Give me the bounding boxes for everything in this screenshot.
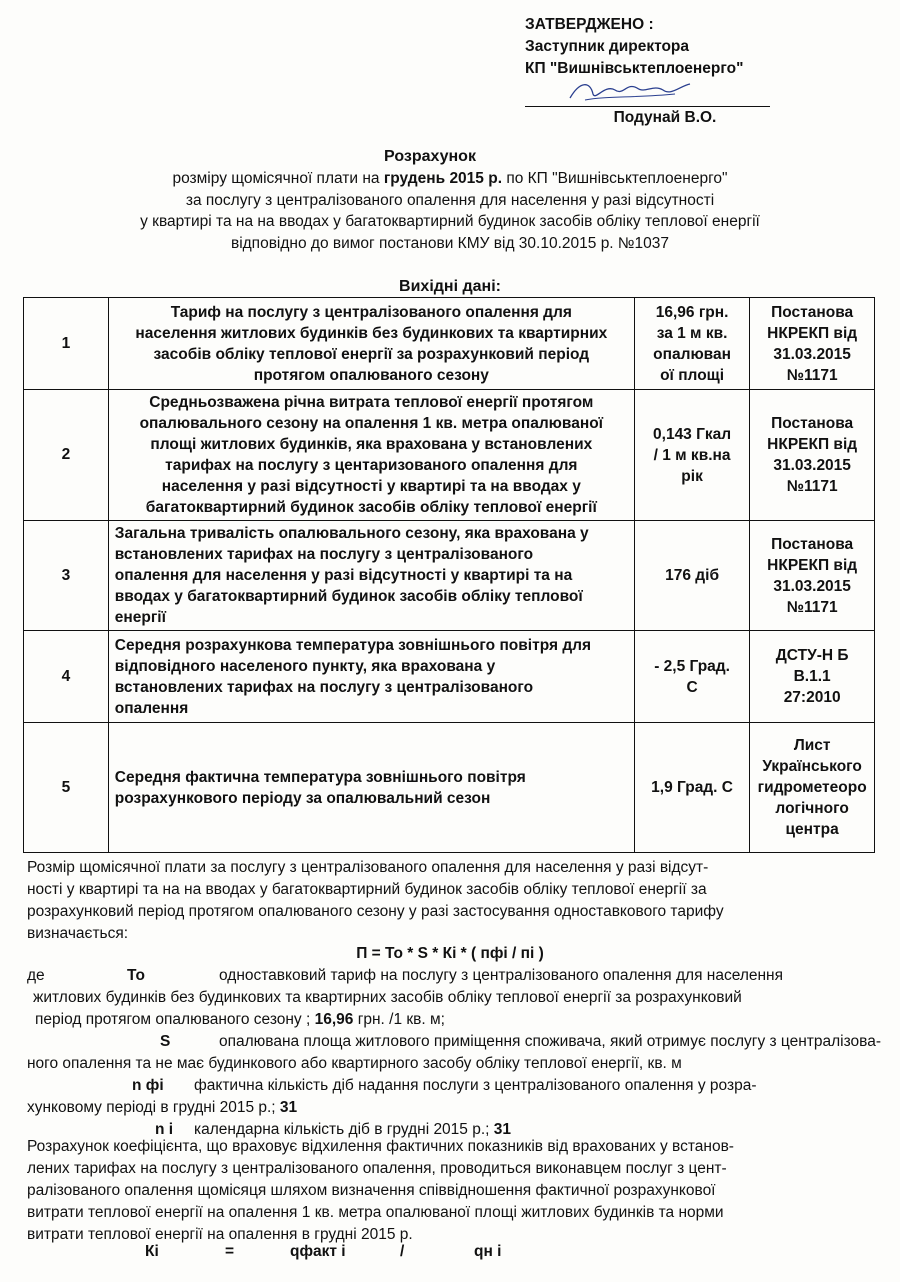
table-row	[24, 390, 875, 521]
inputs-heading: Вихідні дані:	[399, 278, 501, 295]
row-source	[750, 298, 875, 390]
row-source-line: 31.03.2015	[773, 345, 851, 363]
definition-text: житлових будинків без будинкових та квартирних засобів обліку теплової енергії за розрахунковий	[33, 989, 742, 1006]
row-number: 5	[24, 723, 109, 853]
symbol-ni: n і	[155, 1121, 174, 1138]
coef-divide: /	[400, 1243, 405, 1260]
row-source-line: НКРЕКП від	[767, 324, 858, 342]
row-description-line: Загальна тривалість опалювального сезону, яка врахована у	[114, 525, 589, 542]
paragraph-line: розрахунковий період протягом опалюваного сезону у разі застосування одноставкового тарифу	[27, 903, 724, 920]
coef-denominator: qн і	[474, 1243, 502, 1260]
row-description	[108, 298, 634, 390]
row-description-line: засобів обліку теплової енергії за розрахунковий період	[153, 345, 590, 363]
row-number: 2	[24, 390, 109, 521]
row-value-line: / 1 м кв.на	[653, 446, 731, 464]
days-value: 31	[279, 1099, 298, 1116]
row-description	[108, 390, 634, 521]
days-value: 31	[493, 1121, 512, 1138]
row-source	[750, 631, 875, 723]
definition-text: фактична кількість діб надання послуги з централізованого опалення у розра-	[194, 1077, 757, 1094]
tariff-value: 16,96	[314, 1011, 354, 1028]
row-value-line: за 1 м кв.	[656, 324, 728, 342]
row-source-line: центра	[785, 821, 839, 838]
definition-s	[27, 1031, 882, 1053]
paragraph-line: Розмір щомісячної плати за послугу з централізованого опалення для населення у разі відсут-	[27, 859, 709, 876]
payment-formula: П = То * S * Кі * ( пфі / пі )	[356, 945, 544, 962]
symbol-s: S	[160, 1033, 171, 1050]
row-value-line: 1,9 Град. С	[651, 779, 733, 796]
row-description-line: населення житлових будинків без будинкових та квартирних	[135, 324, 608, 342]
paragraph-line: ралізованого опалення щомісяця шляхом визначення співвідношення фактичної розрахункової	[27, 1182, 716, 1199]
row-source-line: Українського	[762, 758, 862, 775]
table-row	[24, 723, 875, 853]
row-description-line: Тариф на послугу з централізованого опалення для	[170, 303, 572, 321]
approval-position: Заступник директора	[525, 38, 690, 55]
row-description-line: опалювального сезону на опалення 1 кв. метра опалюваної	[139, 415, 604, 432]
row-description-line: розрахункового періоду за опалювальний сезон	[114, 789, 491, 807]
row-source-line: 31.03.2015	[773, 457, 851, 474]
handwritten-signature	[565, 76, 695, 106]
subtitle-line-4: відповідно до вимог постанови КМУ від 30.10.2015 р. №1037	[230, 234, 670, 252]
table-row	[24, 521, 875, 631]
row-number: 1	[24, 298, 109, 390]
input-data-table	[23, 297, 875, 853]
row-source-line: №1171	[786, 366, 838, 384]
row-description-line: Середня фактична температура зовнішнього повітря	[114, 768, 526, 786]
row-description	[108, 723, 634, 853]
row-description-line: багатоквартирний будинок засобів обліку теплової енергії	[145, 499, 597, 516]
signature-line	[525, 82, 770, 107]
row-value-line: опалюван	[653, 345, 731, 363]
approval-company: КП "Вишнівськтеплоенерго"	[525, 60, 744, 77]
row-source	[750, 521, 875, 631]
approval-block	[525, 14, 775, 129]
row-value	[634, 723, 749, 853]
definition-to	[27, 965, 877, 987]
row-description-line: Средньозважена річна витрата теплової енергії протягом	[149, 394, 594, 411]
definition-text-part: грн. /1 кв. м;	[353, 1011, 445, 1028]
row-value-line: 0,143 Гкал	[653, 425, 732, 443]
coef-equals: =	[225, 1243, 235, 1260]
row-source-line: гидрометеоро	[757, 779, 867, 796]
row-value-line: - 2,5 Град.	[654, 657, 730, 675]
definition-text-part: період протягом опалюваного сезону ;	[35, 1011, 315, 1028]
paragraph-line: визначається:	[27, 925, 129, 942]
row-description-line: встановлених тарифах на послугу з централізованого	[114, 546, 534, 563]
row-source	[750, 723, 875, 853]
definition-intro: де	[27, 967, 45, 984]
row-value	[634, 390, 749, 521]
subtitle-company: по КП "Вишнівськтеплоенерго"	[502, 170, 728, 187]
subtitle-line-1	[0, 168, 900, 190]
coef-numerator: qфакт і	[290, 1243, 346, 1260]
coefficient-formula	[145, 1243, 501, 1261]
table-row	[24, 631, 875, 723]
paragraph-line: Розрахунок коефіцієнта, що враховує відхилення фактичних показників від врахованих у встанов-	[27, 1138, 734, 1155]
row-source-line: ДСТУ-Н Б В.1.1	[775, 647, 849, 685]
definition-text: одноставковий тариф на послугу з централізованого опалення для населення	[219, 967, 784, 984]
row-description-line: населення у разі відсутності у квартирі та на вводах у	[161, 478, 581, 495]
paragraph-line: витрати теплової енергії на опалення 1 кв. метра опалюваної площі житлових будинків та норми	[27, 1204, 724, 1221]
row-value	[634, 631, 749, 723]
row-description	[108, 631, 634, 723]
row-description-line: вводах у багатоквартирний будинок засобів обліку теплової	[114, 588, 583, 605]
formula-definitions	[27, 965, 882, 1141]
coef-symbol: Кі	[145, 1243, 159, 1260]
document-subtitle	[0, 168, 900, 254]
approval-name: Подунай В.О.	[613, 109, 717, 126]
row-source	[750, 390, 875, 521]
row-value-line: 16,96 грн.	[655, 303, 729, 321]
row-description-line: опалення	[114, 699, 189, 717]
paragraph-line: витрати теплової енергії на опалення в грудні 2015 р.	[27, 1226, 413, 1243]
row-source-line: 31.03.2015	[773, 577, 851, 595]
definition-text	[27, 1097, 877, 1119]
row-source-line: НКРЕКП від	[767, 556, 858, 574]
definition-text	[27, 1009, 877, 1031]
row-number: 4	[24, 631, 109, 723]
definition-text: опалювана площа житлового приміщення споживача, який отримує послугу з централізова-	[219, 1033, 882, 1050]
subtitle-line-2: за послугу з централізованого опалення для населення у разі відсутності	[185, 191, 715, 209]
row-number: 3	[24, 521, 109, 631]
row-value-line: С	[686, 678, 698, 696]
row-source-line: №1171	[786, 598, 838, 616]
row-source-line: Лист	[793, 737, 831, 754]
row-description-line: відповідного населеного пункту, яка врахована у	[114, 657, 496, 675]
paragraph-line: ності у квартирі та на на вводах у багатоквартирний будинок засобів обліку теплової енергії за	[27, 881, 707, 898]
subtitle-text: розміру щомісячної плати на	[172, 170, 384, 187]
row-description	[108, 521, 634, 631]
paragraph-coefficient	[27, 1136, 875, 1246]
row-source-line: Постанова	[771, 535, 854, 553]
approval-heading: ЗАТВЕРДЖЕНО :	[525, 16, 654, 33]
definition-text: календарна кількість діб в грудні 2015 р.;	[194, 1121, 494, 1138]
row-description-line: тарифах на послугу з центаризованого опалення для	[165, 457, 578, 474]
definition-text: ного опалення та не має будинкового або квартирного засобу обліку теплової енергії, кв. м	[27, 1055, 682, 1072]
row-value	[634, 521, 749, 631]
row-value	[634, 298, 749, 390]
symbol-to: То	[127, 967, 145, 984]
row-source-line: НКРЕКП від	[767, 436, 858, 453]
row-source-line: Постанова	[771, 415, 854, 432]
row-value-line: 176 діб	[665, 567, 720, 584]
row-source-line: №1171	[786, 478, 838, 495]
subtitle-period: грудень 2015 р.	[383, 170, 503, 187]
row-source-line: Постанова	[771, 303, 854, 321]
definition-text-part: хунковому періоді в грудні 2015 р.;	[27, 1099, 280, 1116]
table-row	[24, 298, 875, 390]
paragraph-size-definition	[27, 857, 875, 945]
row-description-line: площі житлових будинків, яка врахована у встановлених	[150, 436, 593, 453]
definition-nfi	[27, 1075, 877, 1097]
document-title: Розрахунок	[384, 148, 476, 165]
row-value-line: ої площі	[660, 366, 725, 384]
symbol-nfi: n фі	[132, 1077, 164, 1094]
subtitle-line-3: у квартирі та на на вводах у багатоквартирний будинок засобів обліку теплової енергії	[140, 213, 760, 230]
row-description-line: енергії	[114, 609, 166, 626]
row-value-line: рік	[681, 467, 703, 485]
row-description-line: опалення для населення у разі відсутності у квартирі та на	[114, 567, 573, 584]
paragraph-line: лених тарифах на послугу з централізованого опалення, проводиться виконавцем послуг з цент-	[27, 1160, 727, 1177]
row-source-line: 27:2010	[783, 689, 841, 706]
row-description-line: Середня розрахункова температура зовнішнього повітря для	[114, 636, 592, 654]
row-description-line: встановлених тарифах на послугу з централізованого	[114, 678, 534, 696]
row-source-line: логічного	[775, 800, 849, 817]
row-description-line: протягом опалюваного сезону	[253, 366, 489, 384]
